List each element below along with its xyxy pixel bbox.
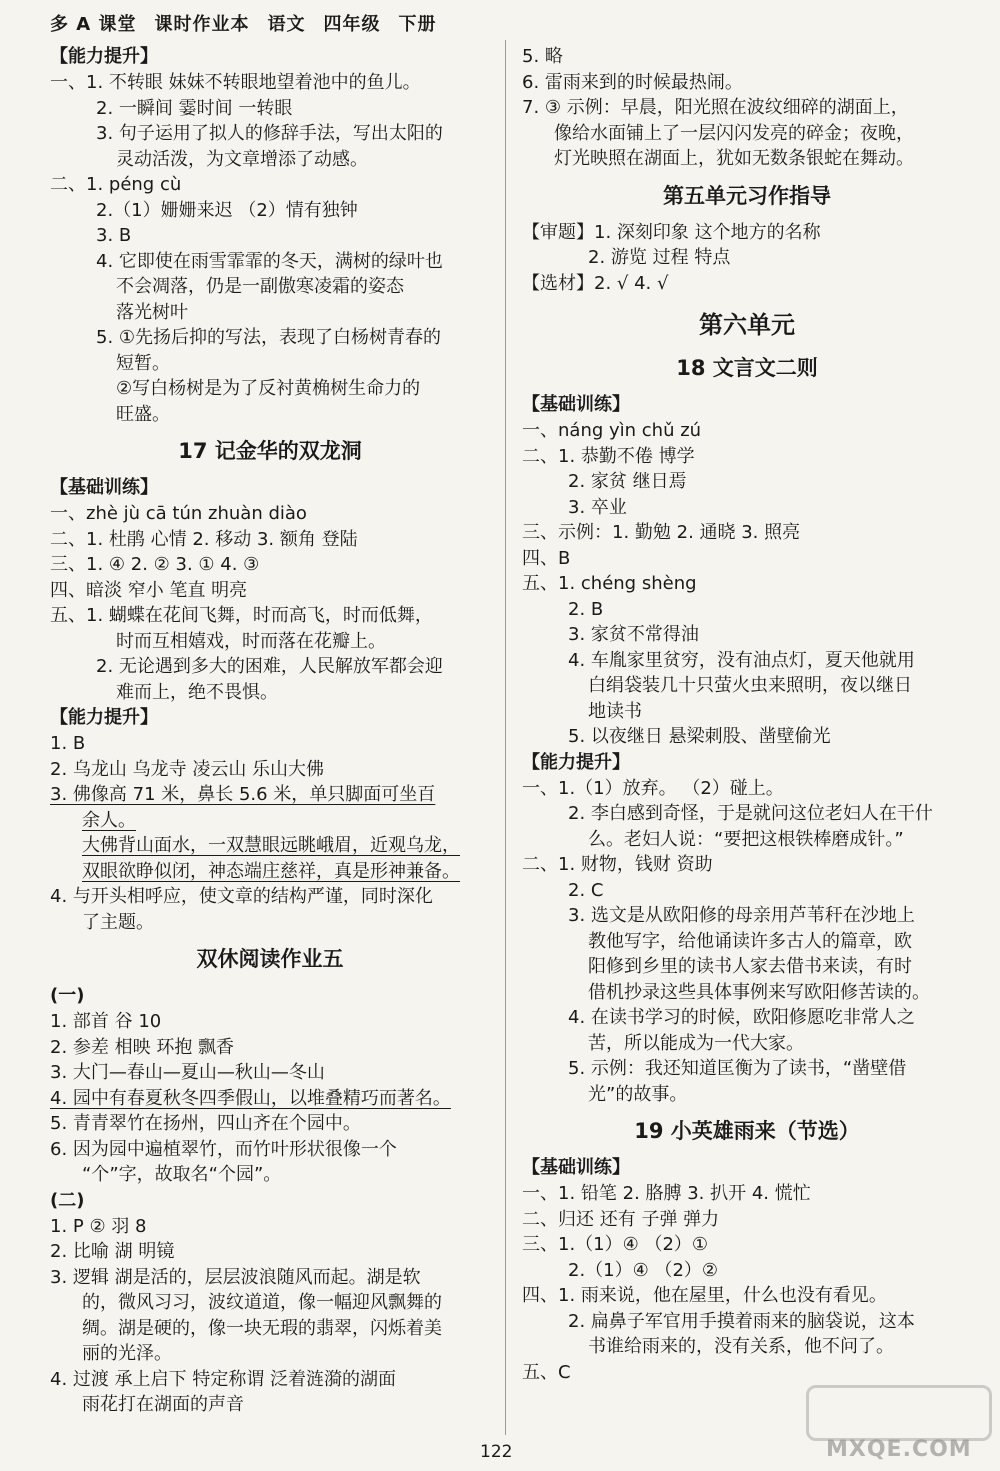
header-subject: 语文 — [267, 14, 306, 35]
answer-line: 5. 示例：我还知道匡衡为了读书，“凿壁借 — [568, 1058, 907, 1079]
answer-line: 【选材】2. √ 4. √ — [522, 272, 669, 294]
section-subheading: 【基础训练】 — [50, 477, 158, 498]
page-number: 122 — [480, 1442, 513, 1462]
answer-line: 一、zhè jù cā tún zhuàn diào — [50, 503, 307, 524]
left-column — [50, 44, 490, 1418]
answer-line: 2.（1）姗姗来迟 （2）情有独钟 — [96, 199, 358, 221]
answer-line: 一、1. 铅笔 2. 胳膊 3. 扒开 4. 慌忙 — [522, 1183, 811, 1204]
section-subheading: 【能力提升】 — [522, 751, 630, 773]
answer-line: 3. 卒业 — [568, 496, 627, 518]
answer-line: 教他写字，给他诵读许多古人的篇章，欧 — [588, 930, 912, 952]
answer-line: 一、1. 不转眼 妹妹不转眼地望着池中的鱼儿。 — [50, 72, 421, 93]
answer-line: 一、1.（1）放弃。 （2）碰上。 — [522, 777, 784, 799]
answer-line: 不会凋落，仍是一副傲寒凌霜的姿态 — [116, 276, 404, 297]
answer-line: 3. 选文是从欧阳修的母亲用芦苇秆在沙地上 — [568, 905, 915, 926]
answer-line: 丽的光泽。 — [82, 1343, 172, 1364]
answer-line: 二、1. 财物，钱财 资助 — [522, 854, 713, 875]
answer-line: 三、1. ④ 2. ② 3. ① 4. ③ — [50, 554, 260, 575]
answer-line: 2. 无论遇到多大的困难，人民解放军都会迎 — [96, 656, 443, 677]
answer-line: 四、1. 雨来说，他在屋里，什么也没有看见。 — [522, 1285, 887, 1306]
answer-line: 落光树叶 — [116, 301, 188, 323]
section-title: 17 记金华的双龙洞 — [178, 439, 362, 463]
page-header — [50, 8, 436, 38]
answer-line: 5. 略 — [522, 46, 563, 67]
answer-line: 二、1. 恭勤不倦 博学 — [522, 445, 695, 467]
answer-line: 二、归还 还有 子弹 弹力 — [522, 1208, 720, 1230]
answer-line: 3. 大门—春山—夏山—秋山—冬山 — [50, 1062, 325, 1083]
answer-line: 3. 家贫不常得油 — [568, 624, 699, 645]
watermark-text: MXQE.COM — [826, 1437, 972, 1462]
section-subheading: (一) — [50, 985, 85, 1006]
answer-line: 5. 以夜继日 悬梁刺股、凿壁偷光 — [568, 726, 831, 747]
answer-line: 5. 青青翠竹在扬州，四山齐在个园中。 — [50, 1113, 361, 1134]
header-series: 多 A 课堂 — [50, 14, 137, 35]
answer-line: 四、B — [522, 547, 571, 569]
answer-line: 借机抄录这些具体事例来写欧阳修苦读的。 — [588, 981, 930, 1003]
answer-line: ②写白杨树是为了反衬黄桷树生命力的 — [116, 378, 421, 399]
answer-line: 二、1. péng cù — [50, 174, 182, 195]
answer-line: 【审题】1. 深刻印象 这个地方的名称 — [522, 221, 821, 243]
answer-line: 的，微风习习，波纹道道，像一幅迎风飘舞的 — [82, 1292, 442, 1313]
answer-line: 光”的故事。 — [588, 1083, 688, 1105]
answer-line: 阳修到乡里的读书人家去借书来读，有时 — [588, 956, 912, 977]
section-subheading: 【能力提升】 — [50, 46, 158, 67]
answer-line: 灵动活泼，为文章增添了动感。 — [116, 148, 368, 170]
answer-line: 2. 李白感到奇怪，于是就问这位老妇人在干什 — [568, 803, 933, 824]
answer-line: 5. ①先扬后抑的写法，表现了白杨树青春的 — [96, 327, 442, 348]
answer-line: 白绢袋装几十只萤火虫来照明，夜以继日 — [588, 675, 912, 696]
answer-line: 了主题。 — [82, 911, 154, 933]
section-title: 双休阅读作业五 — [196, 947, 344, 971]
answer-line: 四、暗淡 窄小 笔直 明亮 — [50, 579, 248, 601]
section-title: 19 小英雄雨来（节选） — [634, 1119, 860, 1143]
section-subheading: 【能力提升】 — [50, 707, 158, 728]
answer-line: 短暂。 — [116, 352, 170, 374]
answer-line: 4. 与开头相呼应，使文章的结构严谨，同时深化 — [50, 886, 433, 907]
answer-line: 1. P ② 羽 8 — [50, 1215, 147, 1237]
answer-line: 书谁给雨来的，没有关系，他不问了。 — [588, 1336, 894, 1357]
header-book: 课时作业本 — [154, 14, 250, 35]
answer-line: 五、1. 蝴蝶在花间飞舞，时而高飞，时而低舞， — [50, 605, 433, 626]
answer-line: 雨花打在湖面的声音 — [82, 1394, 244, 1415]
answer-line: 一、náng yìn chǔ zú — [522, 420, 702, 441]
watermark-stamp — [806, 1385, 992, 1441]
answer-line: 2. 一瞬间 霎时间 一转眼 — [96, 97, 293, 119]
answer-line: “个”字，故取名“个园”。 — [82, 1164, 282, 1185]
answer-line: 2. 扁鼻子军官用手摸着雨来的脑袋说，这本 — [568, 1310, 915, 1332]
answer-line: 2. 比喻 湖 明镜 — [50, 1241, 175, 1262]
section-subheading: 【基础训练】 — [522, 394, 630, 415]
answer-line: 绸。湖是硬的，像一块无瑕的翡翠，闪烁着美 — [82, 1317, 442, 1339]
answer-line: 1. B — [50, 733, 86, 754]
answer-line: 2. 家贫 继日焉 — [568, 471, 687, 492]
section-subheading: (二) — [50, 1189, 85, 1211]
answer-line: 余人。 — [82, 809, 136, 831]
answer-line: 旺盛。 — [116, 403, 170, 425]
answer-line: 2.（1）④ （2）② — [568, 1259, 719, 1281]
answer-line: 双眼欲睁似闭，神态端庄慈祥，真是形神兼备。 — [82, 860, 460, 882]
answer-line: 苦，所以能成为一代大家。 — [588, 1032, 804, 1054]
answer-line: 大佛背山面水，一双慧眼远眺峨眉，近观乌龙， — [82, 835, 460, 856]
answer-line: 像给水面铺上了一层闪闪发亮的碎金；夜晚， — [554, 122, 914, 144]
answer-line: 2. B — [568, 598, 604, 620]
answer-line: 3. 句子运用了拟人的修辞手法，写出太阳的 — [96, 123, 443, 144]
answer-line: 五、1. chéng shèng — [522, 573, 697, 594]
answer-line: 地读书 — [588, 700, 642, 722]
answer-line: 2. 参差 相映 环抱 飘香 — [50, 1036, 235, 1058]
answer-line: 三、1.（1）④ （2）① — [522, 1234, 709, 1255]
answer-line: 五、C — [522, 1361, 571, 1383]
right-column — [522, 44, 972, 1385]
column-divider — [505, 40, 506, 1435]
section-title: 第六单元 — [699, 311, 795, 339]
section-subheading: 【基础训练】 — [522, 1157, 630, 1178]
answer-line: 7. ③ 示例：早晨，阳光照在波纹细碎的湖面上， — [522, 97, 909, 118]
section-title: 第五单元习作指导 — [663, 183, 831, 208]
answer-line: 4. 园中有春夏秋冬四季假山，以堆叠精巧而著名。 — [50, 1087, 451, 1109]
answer-line: 三、示例：1. 勤勉 2. 通晓 3. 照亮 — [522, 522, 801, 543]
answer-line: 6. 雷雨来到的时候最热闹。 — [522, 71, 743, 93]
answer-line: 3. 佛像高 71 米，鼻长 5.6 米，单只脚面可坐百 — [50, 784, 436, 805]
answer-line: 4. 它即使在雨雪霏霏的冬天，满树的绿叶也 — [96, 250, 443, 272]
answer-line: 3. 逻辑 湖是活的，层层波浪随风而起。湖是软 — [50, 1266, 421, 1288]
header-grade: 四年级 — [323, 14, 381, 35]
answer-line: 么。老妇人说：“要把这根铁棒磨成针。” — [588, 828, 904, 850]
answer-line: 二、1. 杜鹃 心情 2. 移动 3. 额角 登陆 — [50, 528, 358, 550]
answer-line: 4. 在读书学习的时候，欧阳修愿吃非常人之 — [568, 1007, 915, 1028]
answer-line: 难而上，绝不畏惧。 — [116, 681, 278, 703]
watermark-logo — [796, 1385, 991, 1465]
answer-line: 4. 过渡 承上启下 特定称谓 泛着涟漪的湖面 — [50, 1368, 397, 1390]
answer-line: 时而互相嬉戏，时而落在花瓣上。 — [116, 630, 386, 652]
answer-line: 灯光映照在湖面上，犹如无数条银蛇在舞动。 — [554, 148, 914, 169]
answer-line: 4. 车胤家里贫穷，没有油点灯，夏天他就用 — [568, 649, 915, 671]
answer-line: 2. 游览 过程 特点 — [588, 247, 731, 268]
header-volume: 下册 — [398, 14, 437, 35]
answer-line: 2. C — [568, 879, 604, 901]
answer-line: 3. B — [96, 225, 132, 246]
answer-line: 6. 因为园中遍植翠竹，而竹叶形状很像一个 — [50, 1138, 397, 1160]
answer-line: 1. 部首 谷 10 — [50, 1011, 162, 1032]
answer-line: 2. 乌龙山 乌龙寺 凌云山 乐山大佛 — [50, 758, 325, 780]
section-title: 18 文言文二则 — [676, 356, 818, 380]
